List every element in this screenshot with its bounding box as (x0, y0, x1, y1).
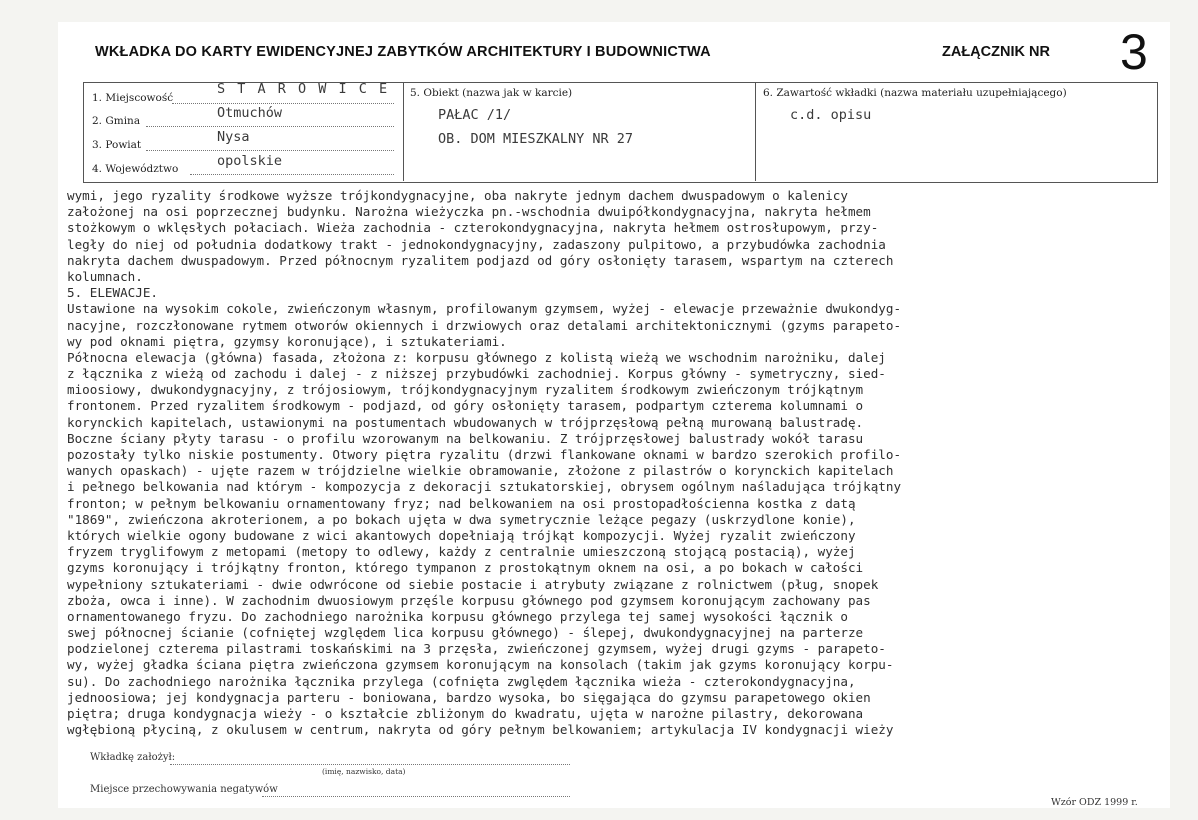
text-line: wy pod oknami piętra, gzymsy koronujące), i sztukateriami. (67, 333, 507, 349)
value-contents: c.d. opisu (790, 107, 872, 123)
label-county: 3. Powiat (92, 139, 142, 151)
text-line: fronton; w pełnym belkowaniu ornamentowany fryz; nad belkowaniem na osi prostopadłościenna kostka z datą (67, 495, 856, 511)
column-divider (755, 82, 756, 181)
text-line: wypełniony sztukateriami - dwie odwrócone od siebie postacie i atrybuty związane z rolnictwem (pług, snopek (67, 576, 879, 592)
value-commune: Otmuchów (217, 105, 283, 121)
value-voivodeship: opolskie (217, 153, 283, 169)
text-line: wgłębioną płyciną, z okulusem w centrum, nakryta od góry pełnym belkowaniem; artykulacja IV kondygnacji wieży (67, 722, 894, 738)
text-line: wanych opaskach) - ujęte razem w trójdzielne wielkie obramowanie, złożone z pilastrów o korynckich kapitelach (67, 463, 894, 479)
description-text (67, 188, 1162, 738)
text-line: Ustawione na wysokim cokole, zwieńczonym własnym, profilowanym gzymsem, wyżej - elewacje przeważnie dwukondyg- (67, 301, 902, 317)
text-line: legły do niej od południa dodatkowy trakt - jednokondygnacyjny, zadaszony pulpitowo, a przybudówka zachodnia (67, 236, 886, 252)
dotted-line (146, 126, 394, 127)
label-object: 5. Obiekt (nazwa jak w karcie) (410, 87, 573, 99)
text-line: Północna elewacja (główna) fasada, złożona z: korpusu głównego z kolistą wieżą we wschodnim narożniku, dalej (67, 349, 886, 365)
text-line: frontonem. Przed ryzalitem środkowym - podjazd, od góry osłonięty tarasem, podpartym czterema kolumnami o (67, 398, 864, 414)
text-line: i pełnego belkowania nad którym - kompozycja z dekoracji sztukatorskiej, obrysem ogólnym naśladująca trójkątny (67, 479, 902, 495)
label-locality: 1. Miejscowość (92, 92, 174, 104)
text-line: fryzem tryglifowym z metopami (metopy to odlewy, każdy z centralnie umieszczoną stojącą postacią), wyżej (67, 544, 856, 560)
label-contents: 6. Zawartość wkładki (nazwa materiału uzupełniającego) (763, 87, 1067, 99)
author-label: Wkładkę założył: (90, 752, 176, 763)
text-line: podzielonej czterema pilastrami toskańskimi na 3 przęsła, zwieńczonej gzymsem, wyżej drugi gzyms - parapeto- (67, 641, 886, 657)
column-divider (403, 82, 404, 181)
text-line: ornamentowanego fryzu. Do zachodniego narożnika korpusu głównego przylega tej samej wysokości łącznik o (67, 608, 848, 624)
text-line: Boczne ściany płyty tarasu - o profilu wzorowanym na belkowaniu. Z trójprzęsłowej balustrady wokół tarasu (67, 430, 864, 446)
value-county: Nysa (217, 129, 250, 145)
text-line: z łącznika z wieżą od zachodu i dalej - z niższej przybudówki zachodniej. Korpus główny - symetryczny, sied- (67, 366, 886, 382)
form-version: Wzór ODZ 1999 r. (1051, 797, 1138, 808)
author-hint: (imię, nazwisko, data) (322, 767, 406, 776)
text-line: kolumnach. (67, 268, 143, 284)
text-line: jednoosiowa; jej kondygnacja parteru - boniowana, bardzo wysoka, bo sięgająca do gzymsu parapetowego okien (67, 689, 871, 705)
text-line: stożkowym o wklęsłych połaciach. Wieża zachodnia - czterokondygnacyjna, nakryta hełmem ostrosłupowym, przy- (67, 220, 879, 236)
label-voivodeship: 4. Województwo (92, 163, 179, 175)
text-line: pozostały tylko niskie postumenty. Otwory piętra ryzalitu (drzwi flankowane oknami w bardzo szerokich profilo- (67, 447, 902, 462)
text-line: mioosiowy, dwukondygnacyjny, z trójosiowym, trójkondygnacyjnym ryzalitem środkowym zwieńczonym trójkątnym (67, 382, 864, 398)
text-line: gzyms koronujący i trójkątny fronton, którego tympanon z prostokątnym oknem na osi, a po bokach w całości (67, 560, 864, 576)
label-commune: 2. Gmina (92, 115, 141, 127)
text-line: nakryta dachem dwuspadowym. Przed północnym ryzalitem podjazd od góry osłonięty tarasem, wspartym na czterech (67, 252, 894, 268)
value-object-line2: OB. DOM MIESZKALNY NR 27 (438, 131, 634, 147)
dotted-line (146, 150, 394, 151)
text-line: zboża, owca i inne). W zachodnim dwuosiowym przęśle korpusu głównego pod gzymsem koronującym zachowany pas (67, 592, 871, 608)
text-line: piętra; druga kondygnacja wieży - o kształcie zbliżonym do kwadratu, ujęta w narożne pilastry, dekorowana (67, 706, 864, 721)
text-line: "1869", zwieńczona akroterionem, a po bokach ujęta w dwa symetrycznie leżące pegazy (uskrzydlone konie), (67, 511, 856, 527)
text-line: swej północnej ścianie (cofniętej względem lica korpusu głównego) - ślepej, dwukondygnacyjnej na parterze (67, 625, 864, 641)
dotted-line (170, 764, 570, 765)
text-line: założonej na osi poprzecznej budynku. Narożna wieżyczka pn.-wschodnia dwuipółkondygnacyjna, nakryta hełmem (67, 204, 871, 220)
annex-number: 3 (1120, 24, 1148, 80)
text-line: nacyjne, rozczłonowane rytmem otworów okiennych i drzwiowych oraz detalami architektonicznymi (gzyms parapeto- (67, 317, 902, 333)
negatives-label: Miejsce przechowywania negatywów (90, 784, 278, 795)
annex-label: ZAŁĄCZNIK NR (942, 44, 1050, 60)
form-title: WKŁADKA DO KARTY EWIDENCYJNEJ ZABYTKÓW ARCHITEKTURY I BUDOWNICTWA (95, 44, 711, 60)
text-line: korynckich kapitelach, ustawionymi na postumentach wbudowanych w trójprzęsłową pełną murowaną balustradę. (67, 414, 864, 430)
text-line: su). Do zachodniego narożnika łącznika przylega (cofnięta zwględem łącznika wieża - czterokondygnacyjna, (67, 673, 856, 689)
text-line: wymi, jego ryzality środkowe wyższe trójkondygnacyjne, oba nakryte jednym dachem dwuspadowym o kalenicy (67, 188, 848, 203)
text-line: 5. ELEWACJE. (67, 285, 158, 301)
dotted-line (190, 174, 394, 175)
text-line: wy, wyżej gładka ściana piętra zwieńczona gzymsem koronującym na konsolach (takim jak gzyms koronujący korpu- (67, 657, 894, 673)
dotted-line (262, 796, 570, 797)
value-object-line1: PAŁAC /1/ (438, 107, 512, 123)
text-line: których wielkie ogony budowane z wici akantowych dopełniają trójkąt kompozycji. Wyżej ryzalit zwieńczony (67, 527, 856, 543)
dotted-line (172, 103, 394, 104)
value-locality: S T A R O W I C E (217, 81, 390, 97)
